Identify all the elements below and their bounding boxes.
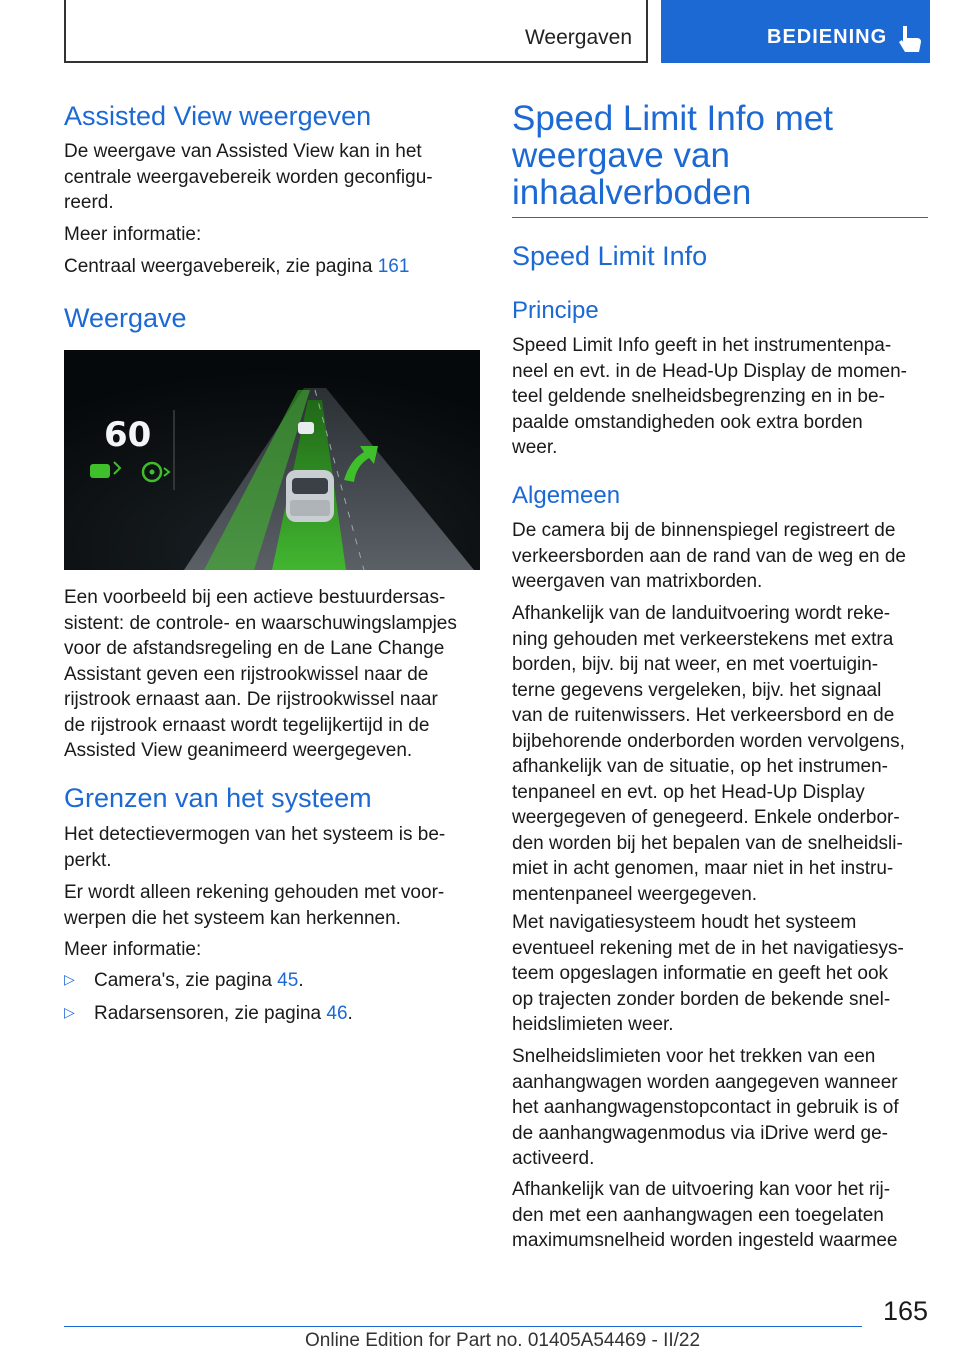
title-line: Speed Limit Info met — [512, 99, 833, 138]
more-info-label: Meer informatie: — [64, 224, 202, 245]
paragraph-assisted-view — [64, 139, 480, 216]
assisted-view-illustration — [64, 350, 480, 570]
paragraph-principe — [512, 333, 932, 461]
text-line: activeerd. — [512, 1148, 595, 1169]
text-line: ning gehouden met verkeerstekens met extra — [512, 628, 894, 650]
list-item-label: Radarsensoren, zie pagina — [94, 1003, 327, 1024]
list-item — [64, 1001, 353, 1027]
text-line: Afhankelijk van de uitvoering kan voor het rij‐ — [512, 1179, 891, 1200]
text-line: eventueel rekening met de in het navigatiesys‐ — [512, 937, 904, 959]
reference-text: Centraal weergavebereik, zie pagina — [64, 256, 378, 277]
reference-line — [64, 254, 409, 280]
triangle-bullet-icon: ▷ — [64, 971, 75, 987]
text-line: mentenpaneel weergegeven. — [512, 883, 758, 905]
text-line: Assistant geven een rijstrookwissel naar de — [64, 663, 429, 685]
main-title — [512, 100, 928, 211]
heading-speed-limit-info: Speed Limit Info — [512, 241, 708, 271]
page-link-46[interactable]: 46 — [326, 1003, 348, 1024]
text-line: weer. — [512, 437, 558, 458]
figure-caption — [64, 585, 484, 764]
hand-pointer-icon — [897, 24, 923, 54]
paragraph-camera — [512, 518, 932, 595]
footer-edition: Online Edition for Part no. 01405A54469 - II/22 — [305, 1330, 701, 1351]
text-line: de aanhangwagenmodus via iDrive werd ge‐ — [512, 1122, 889, 1144]
triangle-bullet-icon: ▷ — [64, 1004, 75, 1020]
punctuation: . — [298, 970, 304, 991]
heading-assisted-view: Assisted View weergeven — [64, 101, 372, 131]
heading-grenzen: Grenzen van het systeem — [64, 783, 372, 813]
header-section-title: Weergaven — [524, 26, 632, 49]
text-line: perkt. — [64, 849, 112, 871]
text-line: maximumsnelheid worden ingesteld waarmee — [512, 1230, 898, 1251]
text-line: Afhankelijk van de landuitvoering wordt reke‐ — [512, 603, 891, 624]
text-line: borden, bijv. bij nat weer, en met voertuigin‐ — [512, 654, 879, 675]
text-line: aanhangwagen worden aangegeven wanneer — [512, 1071, 898, 1093]
paragraph-uitvoering — [512, 1177, 932, 1254]
text-line: sistent: de controle- en waarschuwingslampjes — [64, 612, 457, 634]
text-line: werpen die het systeem kan herkennen. — [64, 907, 401, 929]
text-line: rijstrook ernaast aan. De rijstrookwissel naar — [64, 689, 438, 710]
text-line: teel geldende snelheidsbegrenzing en in be‐ — [512, 386, 885, 407]
text-line: De weergave van Assisted View kan in het — [64, 141, 422, 162]
list-item-text — [94, 968, 304, 994]
text-line: De camera bij de binnenspiegel registreert de — [512, 520, 896, 541]
more-info-label: Meer informatie: — [64, 939, 202, 960]
text-line: Een voorbeeld bij een actieve bestuurdersas‐ — [64, 587, 446, 608]
list-item — [64, 968, 304, 994]
title-line: weergave van — [512, 136, 730, 175]
page-link-161[interactable]: 161 — [377, 256, 410, 277]
title-divider — [512, 217, 928, 218]
text-line: Het detectievermogen van het systeem is be‐ — [64, 824, 446, 845]
text-line: Snelheidslimieten voor het trekken van een — [512, 1046, 876, 1067]
text-line: den worden bij het bepalen van de snelheidsli‐ — [512, 832, 903, 854]
text-line: terne gegevens vergeleken, bijv. het signaal — [512, 679, 882, 701]
header-section-box — [64, 0, 648, 63]
text-line: het aanhangwagenstopcontact in gebruik is of — [512, 1097, 899, 1118]
paragraph-navigatie — [512, 910, 932, 1038]
page-header — [64, 0, 930, 65]
paragraph-aanhangwagen — [512, 1044, 932, 1172]
heading-principe: Principe — [512, 297, 599, 324]
reference-list — [64, 968, 480, 1038]
speed-readout: 60 — [104, 415, 152, 455]
text-line: centrale weergavebereik worden geconfigu‐ — [64, 166, 433, 188]
page-link-45[interactable]: 45 — [277, 970, 299, 991]
text-line: op trajecten zonder borden de bekende snel‐ — [512, 988, 891, 1010]
text-line: miet in acht genomen, maar niet in het instru‐ — [512, 858, 894, 879]
text-line: Met navigatiesysteem houdt het systeem — [512, 912, 857, 933]
paragraph-landuitvoering — [512, 601, 932, 907]
text-line: voor de afstandsregeling en de Lane Change — [64, 638, 445, 659]
text-line: weergegeven of genegeerd. Enkele onderbor‐ — [512, 807, 900, 828]
text-line: Er wordt alleen rekening gehouden met voor‐ — [64, 882, 445, 903]
text-line: verkeersborden aan de rand van de weg en de — [512, 545, 906, 567]
title-line: inhaalverboden — [512, 173, 752, 212]
text-line: den met een aanhangwagen een toegelaten — [512, 1204, 884, 1226]
text-line: heidslimieten weer. — [512, 1014, 674, 1035]
heading-weergave: Weergave — [64, 303, 187, 333]
text-line: bijbehorende onderborden worden vervolgens, — [512, 730, 905, 752]
text-line: paalde omstandigheden ook extra borden — [512, 411, 863, 433]
text-line: afhankelijk van de situatie, op het instrumen‐ — [512, 756, 888, 777]
text-line: de rijstrook ernaast wordt tegelijkertijd in de — [64, 714, 430, 736]
text-line: Speed Limit Info geeft in het instrumentenpa‐ — [512, 335, 892, 356]
text-line: teem opgeslagen informatie en geeft het ook — [512, 963, 889, 984]
list-item-label: Camera's, zie pagina — [94, 970, 278, 991]
assisted-view-figure — [64, 350, 480, 570]
text-line: van de ruitenwissers. Het verkeersbord en de — [512, 705, 895, 726]
paragraph-objects — [64, 880, 480, 931]
text-line: Assisted View geanimeerd weergegeven. — [64, 740, 413, 761]
page-number: 165 — [883, 1296, 929, 1326]
text-line: tenpaneel en evt. op het Head-Up Display — [512, 781, 865, 803]
header-chapter-box — [661, 0, 930, 63]
paragraph-detection — [64, 822, 480, 873]
header-chapter-title: BEDIENING — [767, 26, 888, 48]
punctuation: . — [347, 1003, 353, 1024]
heading-algemeen: Algemeen — [512, 482, 621, 509]
text-line: neel en evt. in de Head-Up Display de momen‐ — [512, 360, 907, 382]
text-line: reerd. — [64, 192, 114, 213]
footer-divider — [64, 1326, 862, 1327]
list-item-text — [94, 1001, 353, 1027]
text-line: weergaven van matrixborden. — [512, 571, 763, 592]
